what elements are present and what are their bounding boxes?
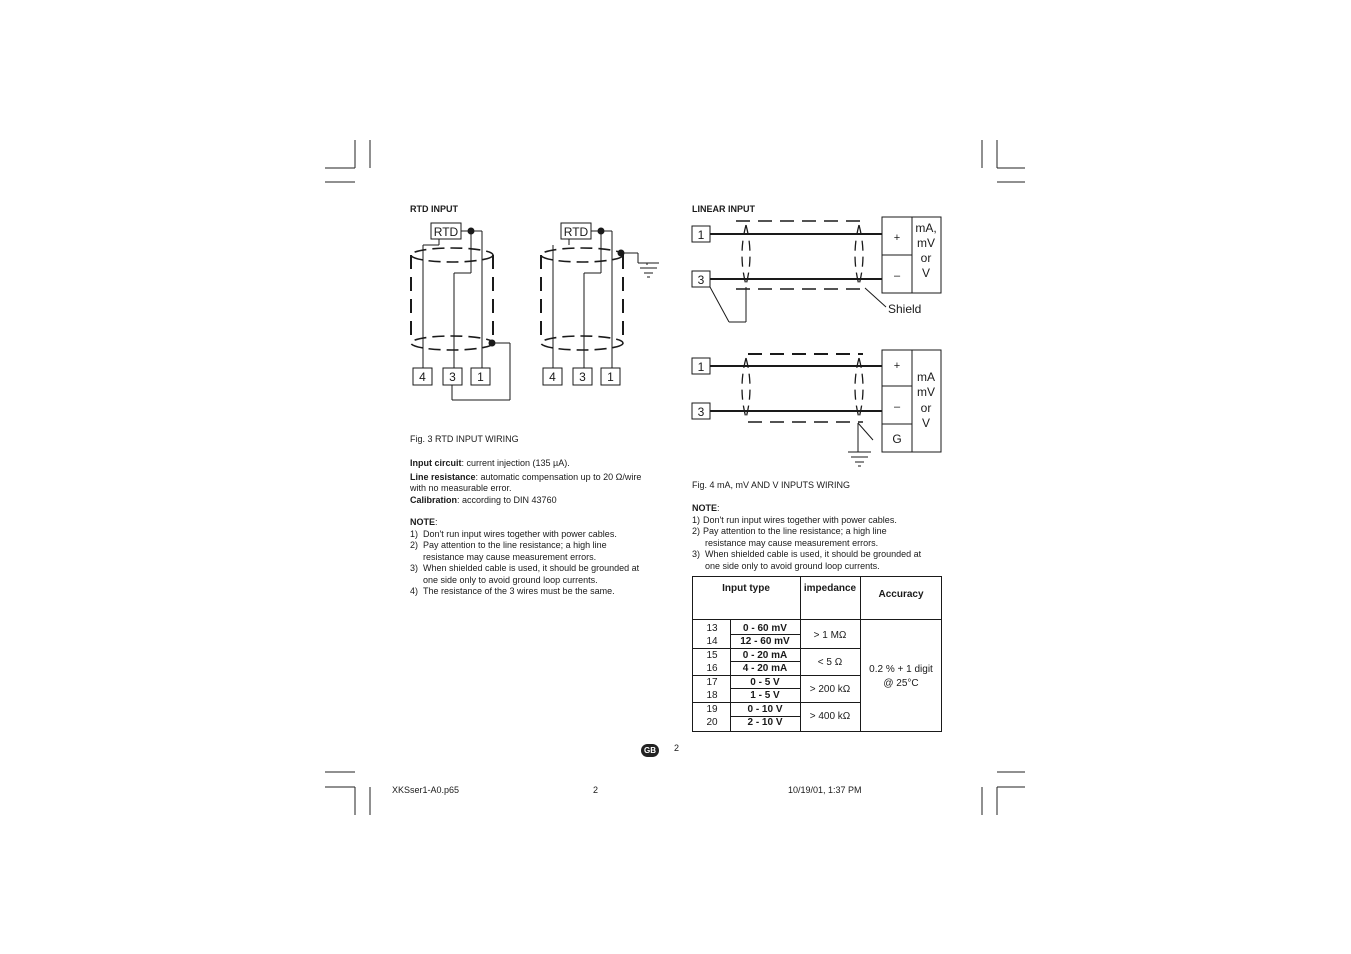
language-badge: GB [641, 744, 659, 757]
note-item: 4) The resistance of the 3 wires must be the same. [410, 586, 615, 596]
plus-label: + [893, 360, 901, 372]
terminal-label: 3 [579, 370, 586, 384]
note-item: 2) Pay attention to the line resistance; a high line resistance may cause measurement errors. [692, 526, 887, 548]
note-item: 1) Don't run input wires together with power cables. [410, 528, 617, 539]
source-label: mA, [915, 221, 937, 235]
impedance-cell: < 5 Ω [817, 657, 843, 668]
impedance-cell: > 1 MΩ [813, 630, 847, 641]
source-label: mV [917, 236, 935, 250]
terminal-label: 1 [697, 360, 705, 374]
table-row-range: 4 - 20 mA [742, 663, 788, 674]
linear-section-title: LINEAR INPUT [692, 204, 755, 214]
note-item: 3) When shielded cable is used, it should be grounded at one side only to avoid ground loop currents. [410, 563, 640, 585]
terminal-label: 1 [607, 370, 614, 384]
table-row-range: 12 - 60 mV [740, 636, 790, 647]
footer-filename: XKSser1-A0.p65 [392, 785, 460, 795]
table-row-code: 17 [706, 677, 718, 688]
plus-label: + [893, 232, 901, 244]
shield-label: Shield [888, 302, 922, 316]
terminal-label: 1 [477, 370, 484, 384]
impedance-cell: > 400 kΩ [809, 711, 851, 722]
source-label: or [920, 401, 932, 415]
header-accuracy: Accuracy [878, 589, 924, 600]
accuracy-cell: @ 25°C [883, 678, 919, 689]
linear-notes: NOTE: 1) Don't run input wires together with power cables. 2) Pay attention to the line resistance; a high line resistance may cause measurement errors. 3) When shielded cable is used, it should be grounded at one side only to avoid ground loop currents. [692, 503, 922, 571]
rtd-wiring-diagram [405, 215, 670, 410]
table-row-code: 16 [706, 663, 718, 674]
table-row-range: 0 - 20 mA [742, 650, 788, 661]
rtd-diagram-ungrounded [411, 223, 510, 400]
spec-line: Calibration: according to DIN 43760 [410, 494, 557, 505]
spec-line: Line resistance: automatic compensation up to 20 Ω/wire [410, 471, 642, 482]
impedance-cell: > 200 kΩ [809, 684, 851, 695]
page-number: 2 [674, 743, 680, 753]
table-row-range: 0 - 60 mV [743, 623, 787, 634]
rtd-section-title: RTD INPUT [410, 204, 458, 214]
rtd-specs [410, 458, 641, 506]
rtd-diagram-grounded [541, 223, 659, 385]
spec-line: with no measurable error. [410, 483, 512, 493]
header-input-type: Input type [722, 583, 770, 594]
note-item: 3) When shielded cable is used, it should be grounded at one side only to avoid ground loop currents. [692, 549, 922, 571]
source-label: or [920, 251, 932, 265]
table-row-code: 14 [706, 636, 718, 647]
rtd-sensor-label: RTD [563, 225, 589, 239]
input-type-table [692, 576, 944, 734]
footer-page: 2 [593, 785, 599, 795]
table-row-code: 13 [706, 623, 718, 634]
spec-line: Input circuit: current injection (135 µA). [410, 458, 570, 468]
terminal-label: 3 [449, 370, 456, 384]
terminal-label: 3 [697, 273, 705, 287]
ground-terminal-label: G [892, 432, 902, 446]
minus-label: – [893, 401, 901, 413]
table-row-range: 0 - 5 V [750, 677, 780, 688]
terminal-label: 4 [549, 370, 556, 384]
terminal-label: 3 [697, 405, 705, 419]
accuracy-cell: 0.2 % + 1 digit [869, 664, 933, 675]
rtd-sensor-label: RTD [433, 225, 459, 239]
linear-fig-caption: Fig. 4 mA, mV AND V INPUTS WIRING [692, 480, 851, 490]
table-row-range: 2 - 10 V [747, 717, 783, 728]
source-label: mA [917, 370, 935, 384]
linear-note-title: NOTE [692, 503, 718, 513]
linear-wiring-diagram [688, 212, 948, 477]
source-label: mV [917, 385, 935, 399]
rtd-note-title: NOTE [410, 517, 436, 527]
footer-timestamp: 10/19/01, 1:37 PM [788, 785, 862, 795]
header-impedance: impedance [803, 583, 857, 594]
rtd-fig-caption: Fig. 3 RTD INPUT WIRING [410, 434, 519, 444]
rtd-notes: NOTE: 1) Don't run input wires together with power cables. 2) Pay attention to the line resistance; a high line resistance may cause measurement errors. 3) When shielded cable is used, it should be grounded at one side only to avoid ground loop currents. 4) The resistance of the 3 wires must be the same. [410, 517, 640, 596]
note-item: 2) Pay attention to the line resistance; a high line resistance may cause measurement errors. [410, 540, 607, 562]
minus-label: – [893, 270, 901, 282]
note-item: 1) Don't run input wires together with power cables. [692, 514, 897, 525]
table-row-range: 0 - 10 V [747, 704, 783, 715]
table-row-code: 19 [706, 704, 718, 715]
source-label: V [921, 416, 931, 430]
table-row-code: 20 [706, 717, 718, 728]
table-row-code: 18 [706, 690, 718, 701]
linear-diagram-source-grounded [692, 350, 941, 466]
table-row-code: 15 [706, 650, 718, 661]
source-label: V [921, 266, 931, 280]
terminal-label: 1 [697, 228, 705, 242]
terminal-label: 4 [419, 370, 426, 384]
table-row-range: 1 - 5 V [750, 690, 780, 701]
